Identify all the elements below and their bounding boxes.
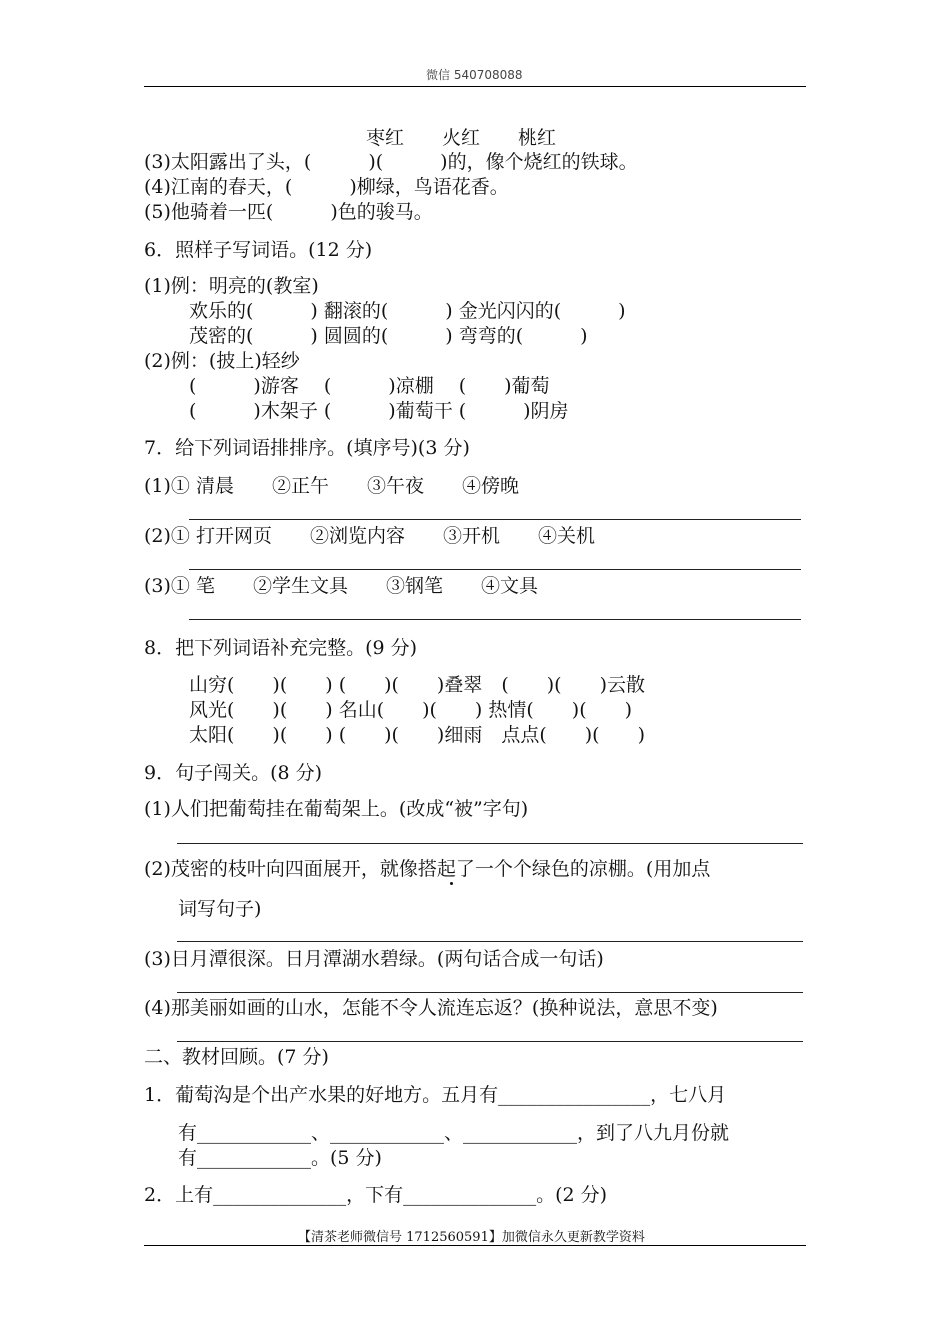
q6-example-1: (1)例：明亮的(教室) — [144, 275, 319, 297]
q9-answer-line-4 — [177, 1041, 803, 1042]
q7-answer-line-1 — [189, 519, 801, 520]
q8-row-3: 太阳( )( ) ( )( )细雨 点点( )( ) — [189, 724, 645, 746]
q5-sentence-5: (5)他骑着一匹( )色的骏马。 — [144, 201, 433, 223]
footer-text: 【清茶老师微信号 1712560591】加微信永久更新教学资料 — [298, 1230, 645, 1245]
q9-sentence-2: (2)茂密的枝叶向四面展开，就像搭起了一个个绿色的凉棚。(用加点 — [144, 858, 711, 880]
q9-sentence-3: (3)日月潭很深。日月潭湖水碧绿。(两句话合成一句话) — [144, 948, 604, 970]
emphasis-dot — [450, 882, 453, 885]
q9-sentence-4: (4)那美丽如画的山水，怎能不令人流连忘返？(换种说法，意思不变) — [144, 997, 718, 1019]
part2-q1-line-3: 有____________。(5 分) — [178, 1147, 382, 1169]
q8-row-1: 山穷( )( ) ( )( )叠翠 ( )( )云散 — [189, 674, 645, 696]
q9-answer-line-1 — [177, 843, 803, 844]
header-text: 微信 540708088 — [426, 68, 523, 82]
q6-title: 6．照样子写词语。(12 分) — [144, 239, 373, 261]
q9-sentence-2-cont: 词写句子) — [178, 898, 262, 920]
header-rule — [144, 86, 806, 87]
part2-title: 二、教材回顾。(7 分) — [144, 1046, 329, 1068]
q7-item-2: (2)① 打开网页 ②浏览内容 ③开机 ④关机 — [144, 525, 595, 547]
q5-word-bank: 枣红 火红 桃红 — [366, 127, 557, 149]
q9-sentence-1: (1)人们把葡萄挂在葡萄架上。(改成“被”字句) — [144, 798, 529, 820]
q6-row-4: ( )木架子 ( )葡萄干 ( )阴房 — [189, 400, 569, 422]
part2-q2: 2．上有______________，下有______________。(2 分) — [144, 1184, 608, 1206]
q8-row-2: 风光( )( ) 名山( )( ) 热情( )( ) — [189, 699, 633, 721]
q5-sentence-4: (4)江南的春天，( )柳绿，鸟语花香。 — [144, 176, 509, 198]
part2-q1-line-1: 1．葡萄沟是个出产水果的好地方。五月有________________，七八月 — [144, 1084, 727, 1106]
q7-answer-line-2 — [189, 569, 801, 570]
q7-item-1: (1)① 清晨 ②正午 ③午夜 ④傍晚 — [144, 475, 519, 497]
q7-item-3: (3)① 笔 ②学生文具 ③钢笔 ④文具 — [144, 575, 538, 597]
q9-answer-line-2 — [177, 941, 803, 942]
q9-answer-line-3 — [177, 992, 803, 993]
q8-title: 8．把下列词语补充完整。(9 分) — [144, 637, 418, 659]
q7-answer-line-3 — [189, 619, 801, 620]
part2-q1-line-2: 有____________、____________、____________，到了八九月份就 — [178, 1122, 730, 1144]
q5-sentence-3: (3)太阳露出了头，( )( )的，像个烧红的铁球。 — [144, 151, 638, 173]
q6-row-3: ( )游客 ( )凉棚 ( )葡萄 — [189, 375, 550, 397]
q6-row-1: 欢乐的( ) 翻滚的( ) 金光闪闪的( ) — [189, 300, 626, 322]
q6-example-2: (2)例：(披上)轻纱 — [144, 350, 300, 372]
footer-rule — [144, 1245, 806, 1246]
q6-row-2: 茂密的( ) 圆圆的( ) 弯弯的( ) — [189, 325, 588, 347]
q9-title: 9．句子闯关。(8 分) — [144, 762, 323, 784]
q7-title: 7．给下列词语排排序。(填序号)(3 分) — [144, 437, 470, 459]
